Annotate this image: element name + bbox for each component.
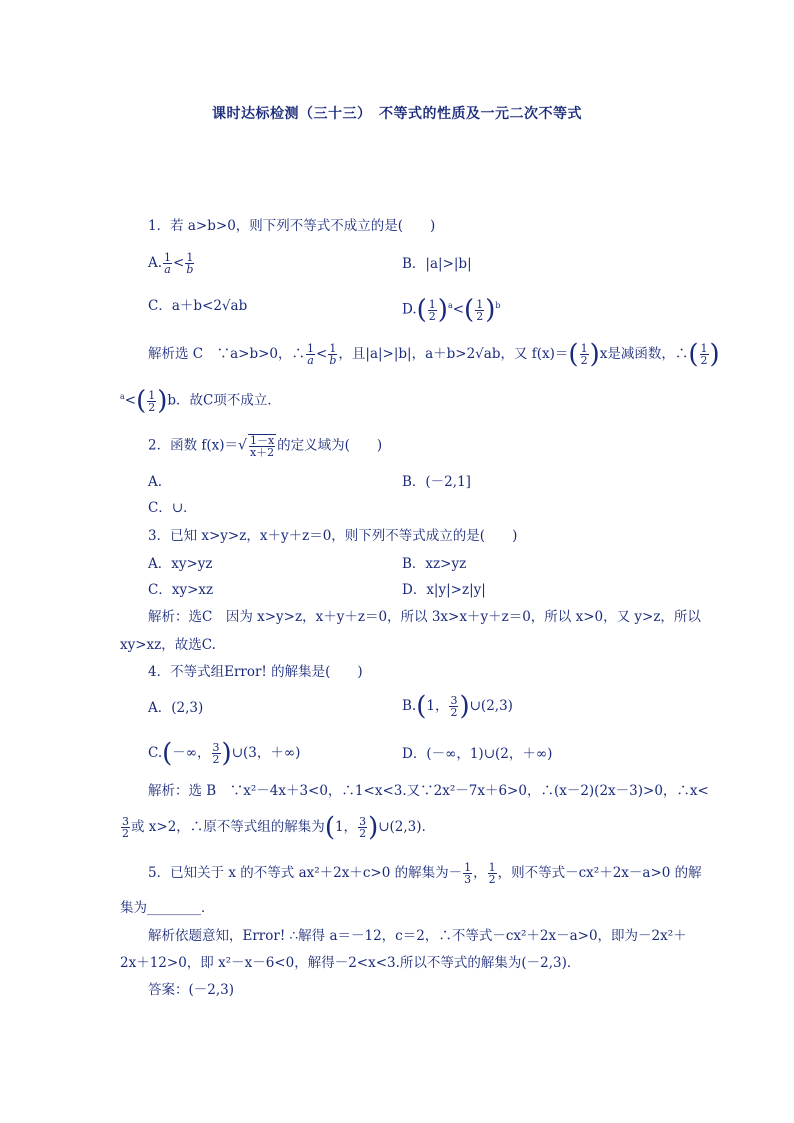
q2-option-a: A. (148, 474, 163, 490)
q1-option-b: B．|a|>|b| (402, 256, 472, 272)
q3-option-b: B．xz>yz (402, 556, 467, 572)
q3-option-c: C．xy>xz (148, 582, 214, 598)
q1-option-d: D.( $\frac{1}{2}$ )$^a$<( $\frac{1}{2}$ )$^b$ (402, 295, 501, 325)
page-title: 课时达标检测（三十三） 不等式的性质及一元二次不等式 (212, 106, 582, 122)
q4-option-c: C.(－∞， $\frac{3}{2}$ )∪(3，＋∞) (148, 738, 301, 769)
q4-option-a: A．(2,3) (148, 700, 204, 716)
q1-analysis-line2: $^a$<( $\frac{1}{2}$ )b．故C项不成立． (120, 386, 281, 416)
q2-option-b: B．(－2,1] (402, 474, 471, 490)
q4-option-b: B.(1， $\frac{3}{2}$ )∪(2,3) (402, 691, 513, 722)
q3-analysis-line2: xy>xz，故选C. (120, 637, 216, 653)
fraction-1-over-a: $\frac{1}{a}$ (164, 251, 172, 276)
q3-analysis-line1: 解析：选C 因为 x>y>z，x＋y＋z＝0，所以 3x>x＋y＋z＝0，所以 x>0，又 y>z，所以 (148, 609, 701, 625)
q1-option-a: A. $\frac{1}{a}$ < $\frac{1}{b}$ (148, 251, 194, 276)
q3-stem: 3．已知 x>y>z，x＋y＋z＝0，则下列不等式成立的是( ) (148, 528, 518, 544)
q5-stem: 5．已知关于 x 的不等式 ax²＋2x＋c>0 的解集为－ $\frac{1}{3}$ ， $\frac{1}{2}$ ，则不等式－cx²＋2x－a>0 的解 (148, 861, 702, 886)
q5-answer: 答案：(－2,3) (148, 982, 235, 998)
q4-stem: 4．不等式组Error! 的解集是( ) (148, 664, 363, 680)
q1-option-c: C．a＋b<2√ab (148, 298, 248, 314)
q2-stem: 2．函数 f(x)＝√ $\frac{1-x}{x+2}$ 的定义域为( ) (148, 434, 383, 459)
q2-option-c: C．∪． (148, 500, 197, 516)
q1-a-label: A. (148, 255, 163, 271)
fraction-1-over-b: $\frac{1}{b}$ (186, 251, 194, 276)
q1-analysis: 解析选 C ∵a>b>0，∴ $\frac{1}{a}$ < $\frac{1}{b}$ ，且|a|>|b|，a＋b>2√ab，又 f(x)＝( $\frac{1}{2}$ )x是减函数，∴( $\frac{1}{2}$ ) (148, 339, 720, 370)
q4-option-d: D．(－∞，1)∪(2，＋∞) (402, 746, 553, 762)
q1-stem: 1．若 a>b>0，则下列不等式不成立的是( ) (148, 218, 436, 234)
q4-analysis-line2: $\frac{3}{2}$ 或 x>2，∴原不等式组的解集为(1， $\frac{3}{2}$ )∪(2,3). (122, 812, 426, 843)
q3-option-a: A．xy>yz (148, 556, 213, 572)
q3-option-d: D．x|y|>z|y| (402, 582, 486, 598)
q4-analysis-line1: 解析：选 B ∵x²－4x＋3<0，∴1<x<3.又∵2x²－7x＋6>0，∴(x－2)(2x－3)>0，∴x< (148, 783, 709, 799)
q5-analysis-line1: 解析依题意知，Error! ∴解得 a＝－12，c＝2，∴不等式－cx²＋2x－a>0，即为－2x²＋ (148, 928, 687, 944)
q5-analysis-line2: 2x＋12>0，即 x²－x－6<0，解得－2<x<3.所以不等式的解集为(－2,3)． (120, 955, 581, 971)
q5-stem-line2: 集为________． (120, 900, 215, 916)
